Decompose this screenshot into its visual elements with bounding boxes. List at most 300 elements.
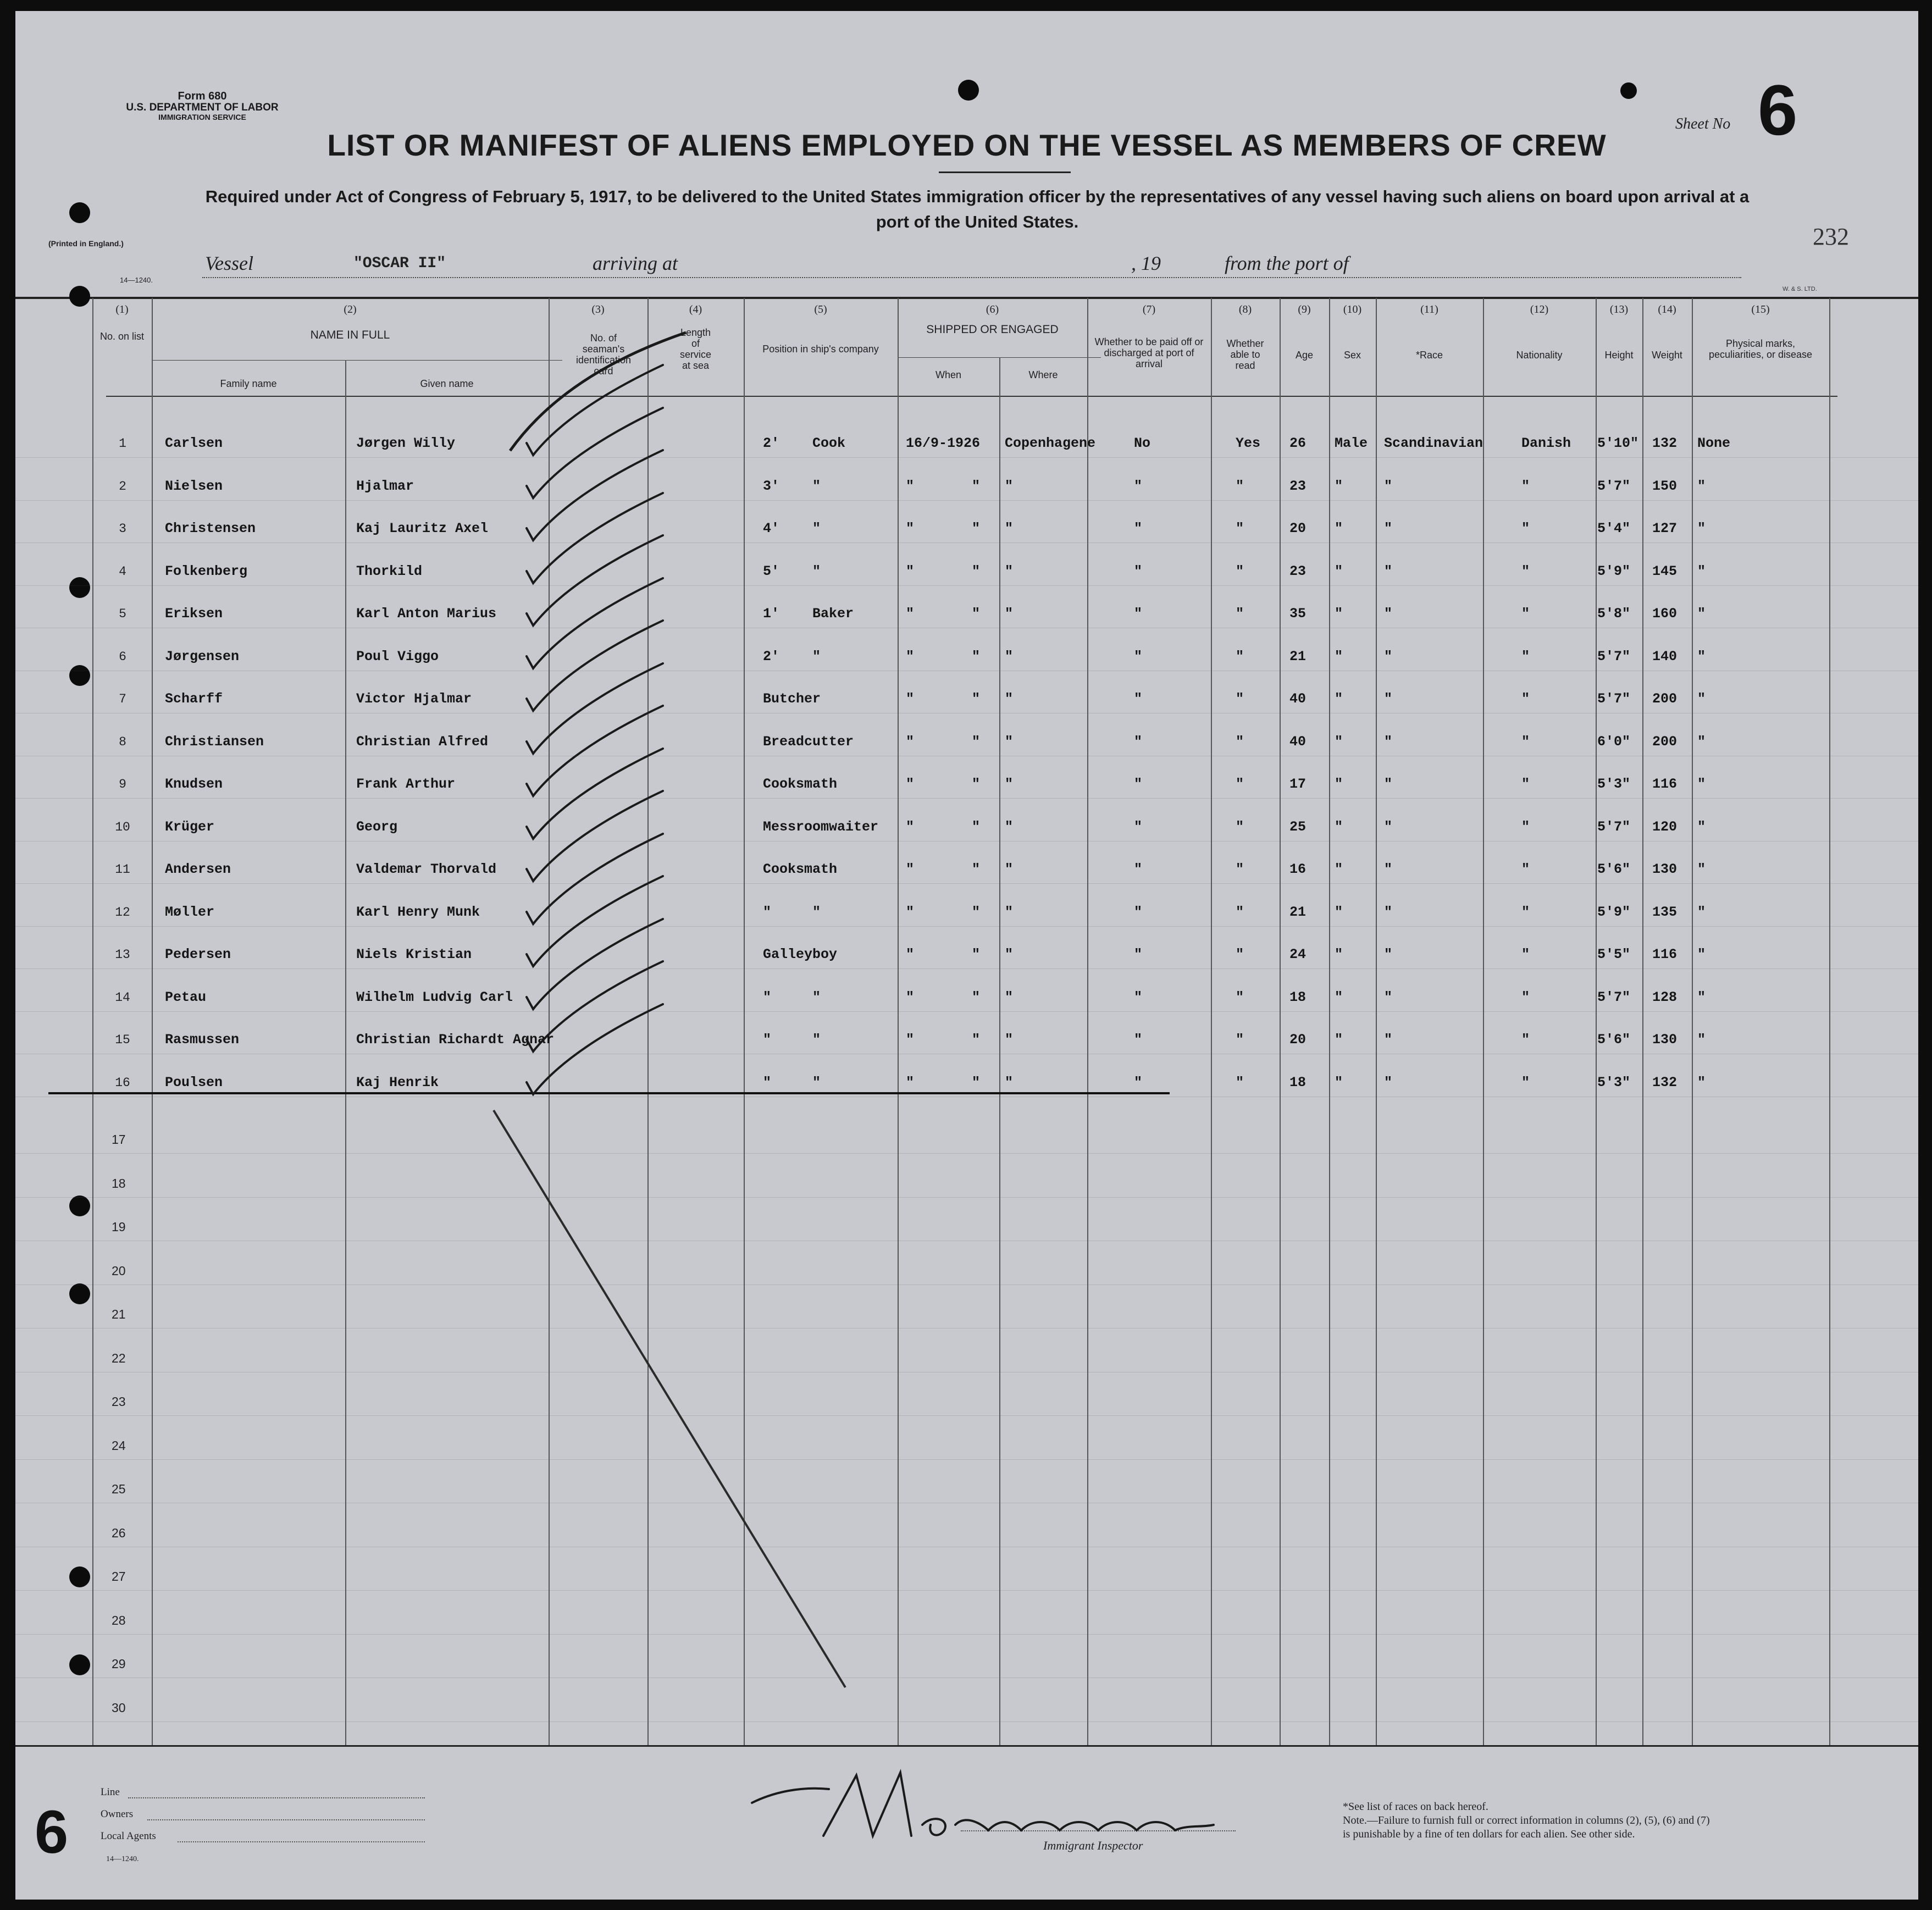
col-9-header: Age	[1295, 350, 1314, 361]
race-cell: "	[1384, 563, 1393, 579]
col-10-number: (10)	[1343, 303, 1362, 315]
col-7-header: Whether to be paid off or discharged at port of arrival	[1094, 336, 1204, 369]
nationality-cell: "	[1521, 606, 1530, 622]
checkmark	[527, 834, 663, 924]
empty-row-number: 18	[112, 1176, 126, 1191]
height-cell: 5'7"	[1597, 478, 1631, 494]
sex-cell: "	[1335, 563, 1343, 579]
position-cell: Baker	[812, 606, 854, 622]
age-cell: 21	[1289, 649, 1307, 665]
position-cell: "	[812, 521, 821, 536]
punch-hole	[69, 202, 90, 223]
height-cell: 5'7"	[1597, 819, 1631, 835]
given-name-cell: Hjalmar	[356, 478, 414, 494]
read-cell: "	[1236, 691, 1244, 707]
given-name-cell: Poul Viggo	[356, 649, 439, 665]
when-a-cell: 16/9-1926	[906, 435, 981, 451]
position-cell: "	[812, 1075, 821, 1090]
read-cell: "	[1236, 1075, 1244, 1090]
read-cell: "	[1236, 606, 1244, 622]
given-name-cell: Georg	[356, 819, 398, 835]
vessel-name: "OSCAR II"	[353, 255, 446, 272]
when-b-cell: "	[972, 649, 981, 665]
checkmark	[527, 791, 663, 881]
col-3-number: (3)	[591, 303, 605, 315]
where-cell: "	[1005, 521, 1014, 536]
nationality-cell: "	[1521, 776, 1530, 792]
race-cell: "	[1384, 819, 1393, 835]
when-a-cell: "	[906, 478, 915, 494]
checkmark	[527, 749, 663, 839]
marks-cell: "	[1697, 861, 1706, 877]
checkmark	[527, 706, 663, 796]
where-cell: "	[1005, 904, 1014, 920]
age-cell: 18	[1289, 1075, 1307, 1090]
race-cell: "	[1384, 478, 1393, 494]
race-cell: "	[1384, 691, 1393, 707]
weight-cell: 127	[1652, 521, 1678, 536]
when-a-cell: "	[906, 691, 915, 707]
page-title: LIST OR MANIFEST OF ALIENS EMPLOYED ON THE VESSEL AS MEMBERS OF CREW	[327, 128, 1607, 162]
weight-cell: 200	[1652, 691, 1678, 707]
when-a-cell: "	[906, 904, 915, 920]
row-guide	[15, 585, 1918, 586]
checkmark	[527, 621, 663, 711]
marks-cell: "	[1697, 819, 1706, 835]
race-cell: "	[1384, 946, 1393, 962]
position-cell: Galleyboy	[763, 946, 838, 962]
when-b-cell: "	[972, 819, 981, 835]
where-header: Where	[1028, 369, 1058, 380]
race-cell: "	[1384, 989, 1393, 1005]
row-guide	[15, 457, 1918, 458]
race-cell: "	[1384, 1032, 1393, 1048]
given-name-cell: Niels Kristian	[356, 946, 472, 962]
position-cell: Cooksmath	[763, 776, 838, 792]
race-cell: Scandinavian	[1384, 435, 1483, 451]
where-cell: "	[1005, 563, 1014, 579]
sex-cell: "	[1335, 776, 1343, 792]
when-a-cell: "	[906, 989, 915, 1005]
where-cell: Copenhagene	[1005, 435, 1096, 451]
checkmark	[527, 876, 663, 966]
penalty-note-2: is punishable by a fine of ten dollars for each alien. See other side.	[1343, 1828, 1635, 1840]
age-cell: 18	[1289, 989, 1307, 1005]
rating-cell: 2'	[763, 435, 780, 451]
paid-off-cell: "	[1134, 861, 1143, 877]
age-cell: 20	[1289, 521, 1307, 536]
when-a-cell: "	[906, 861, 915, 877]
family-name-cell: Pedersen	[165, 946, 231, 962]
when-b-cell: "	[972, 776, 981, 792]
position-cell: Butcher	[763, 691, 821, 707]
penalty-note-1: Note.—Failure to furnish full or correct information in columns (2), (5), (6) and (7)	[1343, 1814, 1710, 1826]
read-cell: "	[1236, 776, 1244, 792]
paid-off-cell: No	[1134, 435, 1151, 451]
height-cell: 5'7"	[1597, 649, 1631, 665]
family-name-cell: Christiansen	[165, 734, 264, 750]
empty-row-number: 28	[112, 1613, 126, 1627]
age-cell: 21	[1289, 904, 1307, 920]
line-label: Line	[101, 1786, 120, 1798]
given-name-cell: Karl Anton Marius	[356, 606, 497, 622]
row-number: 15	[115, 1033, 130, 1047]
given-name-cell: Kaj Henrik	[356, 1075, 439, 1090]
nationality-cell: Danish	[1521, 435, 1571, 451]
checkmark	[527, 450, 663, 540]
age-cell: 25	[1289, 819, 1307, 835]
sheet-number: 6	[1758, 70, 1798, 150]
height-cell: 5'4"	[1597, 521, 1631, 536]
row-guide	[15, 500, 1918, 501]
sex-cell: "	[1335, 521, 1343, 536]
read-cell: "	[1236, 563, 1244, 579]
race-cell: "	[1384, 606, 1393, 622]
checkmark	[527, 663, 663, 754]
position-cell: "	[812, 649, 821, 665]
checkmark	[527, 578, 663, 668]
given-name-cell: Christian Richardt Agnar	[356, 1032, 555, 1048]
nationality-cell: "	[1521, 819, 1530, 835]
where-cell: "	[1005, 734, 1014, 750]
paid-off-cell: "	[1134, 946, 1143, 962]
race-note: *See list of races on back hereof.	[1343, 1801, 1488, 1813]
row-number: 8	[119, 735, 126, 749]
family-name-cell: Scharff	[165, 691, 223, 707]
empty-row-number: 20	[112, 1264, 126, 1278]
vessel-label: Vessel	[205, 252, 253, 274]
row-number: 16	[115, 1076, 130, 1090]
punch-hole	[69, 577, 90, 598]
rating-cell: 5'	[763, 563, 780, 579]
position-cell: "	[812, 904, 821, 920]
checkmark	[527, 1004, 663, 1094]
weight-cell: 150	[1652, 478, 1678, 494]
row-guide	[15, 926, 1918, 927]
row-number: 7	[119, 692, 126, 706]
where-cell: "	[1005, 606, 1014, 622]
col-6-number: (6)	[986, 303, 999, 315]
weight-cell: 120	[1652, 819, 1678, 835]
empty-row-number: 25	[112, 1482, 126, 1496]
row-guide	[15, 542, 1918, 543]
position-cell: "	[812, 563, 821, 579]
row-guide	[15, 1153, 1918, 1154]
paid-off-cell: "	[1134, 1032, 1143, 1048]
empty-row-number: 17	[112, 1132, 126, 1147]
age-cell: 40	[1289, 734, 1307, 750]
col-15-header: Physical marks, peculiarities, or disease	[1708, 338, 1813, 360]
where-cell: "	[1005, 691, 1014, 707]
rating-cell: 1'	[763, 606, 780, 622]
where-cell: "	[1005, 478, 1014, 494]
paid-off-cell: "	[1134, 563, 1143, 579]
sex-cell: "	[1335, 819, 1343, 835]
row-guide	[15, 1011, 1918, 1012]
when-a-cell: "	[906, 521, 915, 536]
family-name-cell: Folkenberg	[165, 563, 248, 579]
row-number: 11	[115, 862, 130, 877]
read-cell: "	[1236, 946, 1244, 962]
rating-cell: 4'	[763, 521, 780, 536]
where-cell: "	[1005, 989, 1014, 1005]
when-b-cell: "	[972, 563, 981, 579]
sex-cell: "	[1335, 904, 1343, 920]
sex-cell: "	[1335, 946, 1343, 962]
footer-form-code: 14—1240.	[106, 1855, 139, 1863]
paid-off-cell: "	[1134, 776, 1143, 792]
row-number: 4	[119, 564, 126, 579]
when-b-cell: "	[972, 606, 981, 622]
read-cell: Yes	[1236, 435, 1261, 451]
empty-row-number: 29	[112, 1657, 126, 1671]
when-b-cell: "	[972, 989, 981, 1005]
marks-cell: None	[1697, 435, 1731, 451]
col-13-number: (13)	[1609, 303, 1629, 315]
rating-cell: 3'	[763, 478, 780, 494]
required-text-line-2: port of the United States.	[876, 212, 1079, 231]
required-text-line-1: Required under Act of Congress of February 5, 1917, to be delivered to the United States immigration officer by the representatives of any vessel having such aliens on board upon arrival at a	[205, 187, 1750, 206]
weight-cell: 135	[1652, 904, 1678, 920]
manifest-sheet	[15, 11, 1918, 1900]
given-name-cell: Christian Alfred	[356, 734, 489, 750]
empty-row-number: 21	[112, 1307, 126, 1321]
height-cell: 6'0"	[1597, 734, 1631, 750]
where-cell: "	[1005, 649, 1014, 665]
age-cell: 26	[1289, 435, 1307, 451]
col-5-header: Position in ship's company	[762, 344, 879, 355]
punch-hole	[69, 1283, 90, 1304]
row-number: 1	[119, 436, 126, 451]
read-cell: "	[1236, 734, 1244, 750]
given-name-cell: Valdemar Thorvald	[356, 861, 497, 877]
punch-hole	[958, 80, 979, 101]
family-name-cell: Krüger	[165, 819, 215, 835]
paid-off-cell: "	[1134, 691, 1143, 707]
read-cell: "	[1236, 904, 1244, 920]
position-cell: Cook	[812, 435, 846, 451]
sex-cell: "	[1335, 606, 1343, 622]
row-guide	[15, 798, 1918, 799]
weight-cell: 130	[1652, 1032, 1678, 1048]
row-guide	[15, 1721, 1918, 1722]
paid-off-cell: "	[1134, 521, 1143, 536]
rating-cell: "	[763, 904, 772, 920]
printed-in-note: (Printed in England.)	[48, 239, 124, 248]
nationality-cell: "	[1521, 478, 1530, 494]
sex-cell: "	[1335, 478, 1343, 494]
where-cell: "	[1005, 861, 1014, 877]
row-guide	[15, 1590, 1918, 1591]
empty-row-number: 19	[112, 1220, 126, 1234]
read-cell: "	[1236, 861, 1244, 877]
race-cell: "	[1384, 1075, 1393, 1090]
marks-cell: "	[1697, 1032, 1706, 1048]
read-cell: "	[1236, 478, 1244, 494]
col-14-header: Weight	[1652, 350, 1682, 361]
col-8-number: (8)	[1238, 303, 1252, 315]
nationality-cell: "	[1521, 989, 1530, 1005]
row-number: 3	[119, 522, 126, 536]
col-1-header: No. on list	[99, 331, 145, 342]
sex-cell: "	[1335, 1032, 1343, 1048]
weight-cell: 132	[1652, 1075, 1678, 1090]
when-a-cell: "	[906, 1032, 915, 1048]
marks-cell: "	[1697, 521, 1706, 536]
where-cell: "	[1005, 819, 1014, 835]
height-cell: 5'5"	[1597, 946, 1631, 962]
header-check-stroke	[510, 333, 686, 451]
weight-cell: 140	[1652, 649, 1678, 665]
when-b-cell: "	[972, 904, 981, 920]
marks-cell: "	[1697, 1075, 1706, 1090]
marks-cell: "	[1697, 776, 1706, 792]
row-number: 13	[115, 948, 130, 962]
where-cell: "	[1005, 776, 1014, 792]
when-b-cell: "	[972, 521, 981, 536]
marks-cell: "	[1697, 904, 1706, 920]
height-cell: 5'3"	[1597, 1075, 1631, 1090]
where-cell: "	[1005, 946, 1014, 962]
nationality-cell: "	[1521, 904, 1530, 920]
family-name-cell: Poulsen	[165, 1075, 223, 1090]
marks-cell: "	[1697, 478, 1706, 494]
nationality-cell: "	[1521, 649, 1530, 665]
when-b-cell: "	[972, 861, 981, 877]
punch-hole	[69, 286, 90, 307]
race-cell: "	[1384, 904, 1393, 920]
age-cell: 35	[1289, 606, 1307, 622]
empty-row-number: 27	[112, 1569, 126, 1584]
height-cell: 5'6"	[1597, 861, 1631, 877]
paid-off-cell: "	[1134, 734, 1143, 750]
col-13-header: Height	[1604, 350, 1634, 361]
given-name-cell: Karl Henry Munk	[356, 904, 480, 920]
when-b-cell: "	[972, 1032, 981, 1048]
service-name: IMMIGRATION SERVICE	[158, 112, 246, 121]
family-name-cell: Møller	[165, 904, 215, 920]
age-cell: 17	[1289, 776, 1307, 792]
sex-cell: "	[1335, 861, 1343, 877]
paid-off-cell: "	[1134, 1075, 1143, 1090]
when-a-cell: "	[906, 563, 915, 579]
marks-cell: "	[1697, 989, 1706, 1005]
col-9-number: (9)	[1298, 303, 1311, 315]
where-cell: "	[1005, 1075, 1014, 1090]
weight-cell: 160	[1652, 606, 1678, 622]
col-12-header: Nationality	[1516, 350, 1563, 361]
race-cell: "	[1384, 776, 1393, 792]
col-11-header: *Race	[1415, 350, 1443, 361]
when-a-cell: "	[906, 649, 915, 665]
inspector-label: Immigrant Inspector	[1043, 1839, 1143, 1852]
marks-cell: "	[1697, 691, 1706, 707]
col-12-number: (12)	[1530, 303, 1549, 315]
col-6-header: SHIPPED OR ENGAGED	[926, 323, 1059, 336]
sex-cell: "	[1335, 989, 1343, 1005]
checkmark	[527, 408, 663, 498]
when-b-cell: "	[972, 691, 981, 707]
weight-cell: 132	[1652, 435, 1678, 451]
family-name-cell: Christensen	[165, 521, 256, 536]
col-2-number: (2)	[344, 303, 357, 315]
race-cell: "	[1384, 649, 1393, 665]
arriving-label: arriving at	[593, 252, 678, 274]
sex-cell: "	[1335, 649, 1343, 665]
position-cell: Messroomwaiter	[763, 819, 879, 835]
printer-mark: W. & S. LTD.	[1782, 286, 1817, 292]
when-a-cell: "	[906, 1075, 915, 1090]
handwriting-overlay	[15, 11, 1918, 1900]
when-a-cell: "	[906, 819, 915, 835]
marks-cell: "	[1697, 946, 1706, 962]
weight-cell: 116	[1652, 946, 1678, 962]
row-guide	[15, 1197, 1918, 1198]
rating-cell: "	[763, 1032, 772, 1048]
col-11-number: (11)	[1420, 303, 1438, 315]
read-cell: "	[1236, 521, 1244, 536]
nationality-cell: "	[1521, 946, 1530, 962]
when-header: When	[935, 369, 962, 380]
given-name-cell: Kaj Lauritz Axel	[356, 521, 489, 536]
sheet-label: Sheet No	[1675, 115, 1731, 132]
checkmark	[527, 919, 663, 1009]
form-code: 14—1240.	[120, 276, 153, 284]
read-cell: "	[1236, 649, 1244, 665]
col-4-header: Length of service at sea	[679, 327, 711, 371]
row-guide	[15, 968, 1918, 969]
row-guide	[15, 883, 1918, 884]
col-14-number: (14)	[1658, 303, 1676, 315]
row-guide	[15, 1634, 1918, 1635]
height-cell: 5'9"	[1597, 563, 1631, 579]
rating-cell: "	[763, 1075, 772, 1090]
punch-hole	[69, 665, 90, 686]
marks-cell: "	[1697, 606, 1706, 622]
paid-off-cell: "	[1134, 989, 1143, 1005]
paid-off-cell: "	[1134, 904, 1143, 920]
age-cell: 40	[1289, 691, 1307, 707]
weight-cell: 128	[1652, 989, 1678, 1005]
punch-hole	[1620, 82, 1637, 99]
age-cell: 23	[1289, 563, 1307, 579]
when-a-cell: "	[906, 734, 915, 750]
row-guide	[15, 1415, 1918, 1416]
race-cell: "	[1384, 861, 1393, 877]
height-cell: 5'6"	[1597, 1032, 1631, 1048]
col-10-header: Sex	[1343, 350, 1361, 361]
owners-label: Owners	[101, 1808, 134, 1820]
sex-cell: "	[1335, 1075, 1343, 1090]
height-cell: 5'10"	[1597, 435, 1639, 451]
punch-hole	[69, 1195, 90, 1216]
family-name-cell: Eriksen	[165, 606, 223, 622]
row-guide	[15, 1459, 1918, 1460]
footer-sheet-number: 6	[35, 1798, 69, 1866]
rating-cell: "	[763, 989, 772, 1005]
col-2-header: NAME IN FULL	[310, 329, 390, 341]
position-cell: "	[812, 989, 821, 1005]
row-number: 6	[119, 650, 126, 664]
family-name-cell: Nielsen	[165, 478, 223, 494]
sex-cell: Male	[1335, 435, 1368, 451]
race-cell: "	[1384, 521, 1393, 536]
paid-off-cell: "	[1134, 819, 1143, 835]
age-cell: 24	[1289, 946, 1307, 962]
row-number: 2	[119, 479, 126, 494]
when-b-cell: "	[972, 734, 981, 750]
sex-cell: "	[1335, 734, 1343, 750]
